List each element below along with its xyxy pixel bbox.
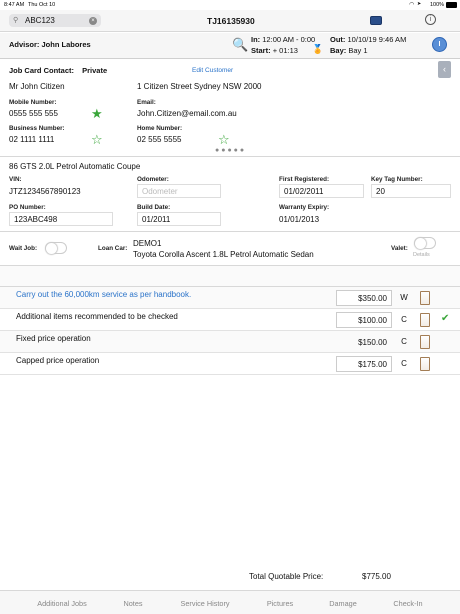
job-code[interactable]: C [401, 315, 407, 324]
po-field[interactable]: 123ABC498 [9, 212, 113, 226]
job-row[interactable] [0, 287, 460, 309]
vin-value: JTZ1234567890123 [9, 187, 81, 196]
spacer-band [0, 266, 460, 286]
business-label: Business Number: [9, 125, 65, 132]
tab-check-in[interactable]: Check-In [393, 599, 423, 608]
tab-damage[interactable]: Damage [329, 599, 357, 608]
contact-type: Private [82, 66, 108, 75]
home-label: Home Number: [137, 125, 183, 132]
battery-icon [446, 2, 457, 8]
odometer-input[interactable]: Odometer [137, 184, 221, 198]
document-icon[interactable] [420, 313, 430, 327]
loan-car-id[interactable]: DEMO1 [133, 239, 162, 248]
document-icon[interactable] [420, 357, 430, 371]
wait-job-toggle[interactable] [45, 242, 67, 254]
job-price-field[interactable]: $175.00 [336, 356, 392, 372]
search-field[interactable] [9, 14, 101, 27]
tab-additional-jobs[interactable]: Additional Jobs [37, 599, 87, 608]
start-time [251, 46, 298, 55]
magnify-icon[interactable]: 🔍 [232, 37, 249, 52]
bay-value: Bay 1 [348, 46, 368, 55]
build-date-label: Build Date: [137, 204, 171, 211]
loan-car-label: Loan Car: [98, 245, 128, 252]
first-registered-label: First Registered: [279, 176, 330, 183]
job-row[interactable] [0, 353, 460, 375]
divider [0, 156, 460, 157]
details-label[interactable]: Details [413, 252, 430, 258]
home-value[interactable]: 02 555 5555 [137, 135, 182, 144]
warranty-value: 01/01/2013 [279, 215, 320, 224]
document-icon[interactable] [420, 335, 430, 349]
job-description: Capped price operation [16, 356, 100, 365]
mobile-star-icon[interactable]: ★ [91, 106, 103, 121]
job-price-field[interactable]: $150.00 [358, 338, 387, 347]
award-icon: 🏅 [312, 44, 324, 54]
email-value[interactable]: John.Citizen@email.com.au [137, 109, 237, 118]
job-code[interactable]: W [400, 293, 408, 302]
customer-name: Mr John Citizen [9, 82, 65, 91]
valet-toggle[interactable] [414, 237, 436, 249]
page-title: TJ16135930 [207, 16, 255, 26]
vehicle-badge-icon[interactable] [370, 16, 382, 25]
customer-address: 1 Citizen Street Sydney NSW 2000 [137, 82, 262, 91]
job-code[interactable]: C [401, 337, 407, 346]
in-label: In: [251, 35, 261, 44]
in-value: 12:00 AM - 0:00 [262, 35, 316, 44]
clock-icon[interactable] [432, 37, 447, 52]
info-icon[interactable]: i [425, 14, 436, 25]
wait-job-label: Wait Job: [9, 245, 38, 252]
divider [0, 231, 460, 232]
battery-level: 100% [430, 2, 445, 8]
mobile-label: Mobile Number: [9, 99, 57, 106]
tab-pictures[interactable]: Pictures [266, 599, 294, 608]
status-bar [0, 0, 460, 10]
contact-header-label: Job Card Contact: [9, 66, 75, 75]
mobile-value[interactable]: 0555 555 555 [9, 109, 58, 118]
first-registered-field[interactable]: 01/02/2011 [279, 184, 364, 198]
job-description: Carry out the 60,000km service as per handbook. [16, 290, 192, 299]
loan-car-description: Toyota Corolla Ascent 1.8L Petrol Automatic Sedan [133, 250, 314, 259]
bay-label: Bay: [330, 46, 347, 55]
job-description: Additional items recommended to be checked [16, 312, 178, 321]
clock-hand-icon [439, 41, 440, 46]
build-date-field[interactable]: 01/2011 [137, 212, 221, 226]
out-time [330, 35, 406, 44]
start-value: + 01:13 [272, 46, 298, 55]
total-value: $775.00 [362, 572, 391, 581]
business-value[interactable]: 02 1111 1111 [9, 135, 55, 144]
location-icon: ➤ [417, 1, 422, 7]
job-code[interactable]: C [401, 359, 407, 368]
wifi-icon: ◠ [409, 2, 415, 8]
out-label: Out: [330, 35, 346, 44]
status-date: Thu Oct 10 [28, 2, 56, 8]
start-label: Start: [251, 46, 271, 55]
in-time [251, 35, 315, 44]
checkmark-icon[interactable]: ✔ [441, 313, 450, 324]
vehicle-model: 86 GTS 2.0L Petrol Automatic Coupe [9, 162, 141, 171]
key-tag-field[interactable]: 20 [371, 184, 451, 198]
home-star-outline-icon[interactable]: ☆ [218, 132, 230, 147]
vin-label: VIN: [9, 176, 22, 183]
edit-customer-link[interactable]: Edit Customer [192, 67, 234, 74]
warranty-label: Warranty Expiry: [279, 204, 330, 211]
search-icon: ⚲ [13, 17, 19, 24]
business-star-outline-icon[interactable]: ☆ [91, 132, 103, 147]
contact-header [9, 66, 107, 75]
tab-service-history[interactable]: Service History [180, 599, 230, 608]
collapse-panel-button[interactable]: ‹ [438, 61, 451, 78]
tab-notes[interactable]: Notes [123, 599, 143, 608]
email-label: Email: [137, 99, 156, 106]
job-description: Fixed price operation [16, 334, 91, 343]
job-price-field[interactable]: $350.00 [336, 290, 392, 306]
job-row[interactable] [0, 309, 460, 331]
page-indicator-dots[interactable]: ●●●●● [215, 147, 247, 154]
out-value: 10/10/19 9:46 AM [347, 35, 407, 44]
total-label: Total Quotable Price: [249, 572, 324, 581]
advisor-label: Advisor: John Labores [9, 40, 91, 49]
status-time: 8:47 AM [4, 2, 25, 8]
key-tag-label: Key Tag Number: [371, 176, 423, 183]
po-label: PO Number: [9, 204, 46, 211]
clear-search-icon[interactable]: × [89, 17, 97, 25]
job-price-field[interactable]: $100.00 [336, 312, 392, 328]
bay-info [330, 46, 368, 55]
search-input[interactable]: ABC123 [25, 16, 55, 25]
job-row[interactable] [0, 331, 460, 353]
odometer-label: Odometer: [137, 176, 169, 183]
valet-label: Valet: [391, 245, 408, 252]
document-icon[interactable] [420, 291, 430, 305]
